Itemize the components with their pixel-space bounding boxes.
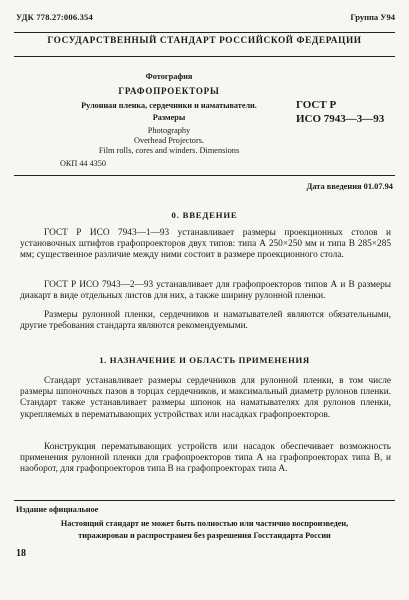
title-subtitle-ru-1: Рулонная пленка, сердечники и наматыватели. xyxy=(81,101,257,110)
official-edition-label: Издание официальное xyxy=(16,505,99,514)
standard-line-1: ГОСТ Р xyxy=(296,99,337,111)
group-code: Группа У94 xyxy=(350,12,395,22)
state-standard-heading: ГОСУДАРСТВЕННЫЙ СТАНДАРТ РОССИЙСКОЙ ФЕДЕРАЦИИ xyxy=(47,36,362,46)
title-subtitle-en: Film rolls, cores and winders. Dimensions xyxy=(98,145,240,155)
standard-designation xyxy=(296,98,384,126)
copyright-notice-line-1: Настоящий стандарт не может быть полностью или частично воспроизведен, xyxy=(60,519,349,528)
udc-code: УДК 778.27:006.354 xyxy=(16,12,93,22)
intro-paragraph-2: ГОСТ Р ИСО 7943—2—93 устанавливает для графопроекторов типов А и В размеры диакарт в виде отдельных листов для них, а также ширину рулонной пленки. xyxy=(20,280,391,302)
header-rule-bottom xyxy=(14,56,395,57)
page-number: 18 xyxy=(16,548,26,559)
title-name-ru: ГРАФОПРОЕКТОРЫ xyxy=(118,86,220,96)
header-rule-top xyxy=(14,32,395,33)
footer-rule xyxy=(14,500,395,501)
okp-rule xyxy=(14,175,395,176)
title-block xyxy=(60,70,278,156)
okp-code: ОКП 44 4350 xyxy=(60,159,106,168)
title-category-en: Photography xyxy=(147,125,191,135)
title-name-en: Overhead Projectors. xyxy=(133,135,205,145)
intro-heading: 0. ВВЕДЕНИЕ xyxy=(171,210,238,220)
copyright-notice-line-2: тиражирован и распространен без разрешения Госстандарта России xyxy=(78,531,331,540)
scope-paragraph-1: Стандарт устанавливает размеры сердечников для рулонной пленки, в том числе размеры шпоночных пазов в торцах сердечников, и максимальный диаметр рулонов пленки. Стандарт также устанавливает размеры шпонок на наматывателях для рулонов пленки, укрепляемых в перематывающих устройствах или насадках графопроекторов. xyxy=(20,376,391,420)
intro-paragraph-3: Размеры рулонной пленки, сердечников и наматывателей являются обязательными, другие требования стандарта являются рекомендуемыми. xyxy=(20,310,391,332)
standard-line-2: ИСО 7943—3—93 xyxy=(296,113,385,125)
title-subtitle-ru-2: Размеры xyxy=(152,112,186,122)
scope-heading: 1. НАЗНАЧЕНИЕ И ОБЛАСТЬ ПРИМЕНЕНИЯ xyxy=(99,355,310,365)
copyright-notice xyxy=(14,518,395,542)
scope-paragraph-2: Конструкция перематывающих устройств или насадок обеспечивает возможность применения рулонной пленки для графопроекторов типа А на графопроекторах типа В, и наоборот, для графопроекторов типа В на графопроекторах типа А. xyxy=(20,442,391,475)
title-category-ru: Фотография xyxy=(145,72,193,81)
intro-paragraph-1: ГОСТ Р ИСО 7943—1—93 устанавливает размеры проекционных столов и установочных штифтов графопроекторов двух типов: типа А 250×250 мм и типа В 285×285 мм; существенное различие между ними состоит в размере проекционного стола. xyxy=(20,228,391,261)
effective-date: Дата введения 01.07.94 xyxy=(306,182,393,191)
